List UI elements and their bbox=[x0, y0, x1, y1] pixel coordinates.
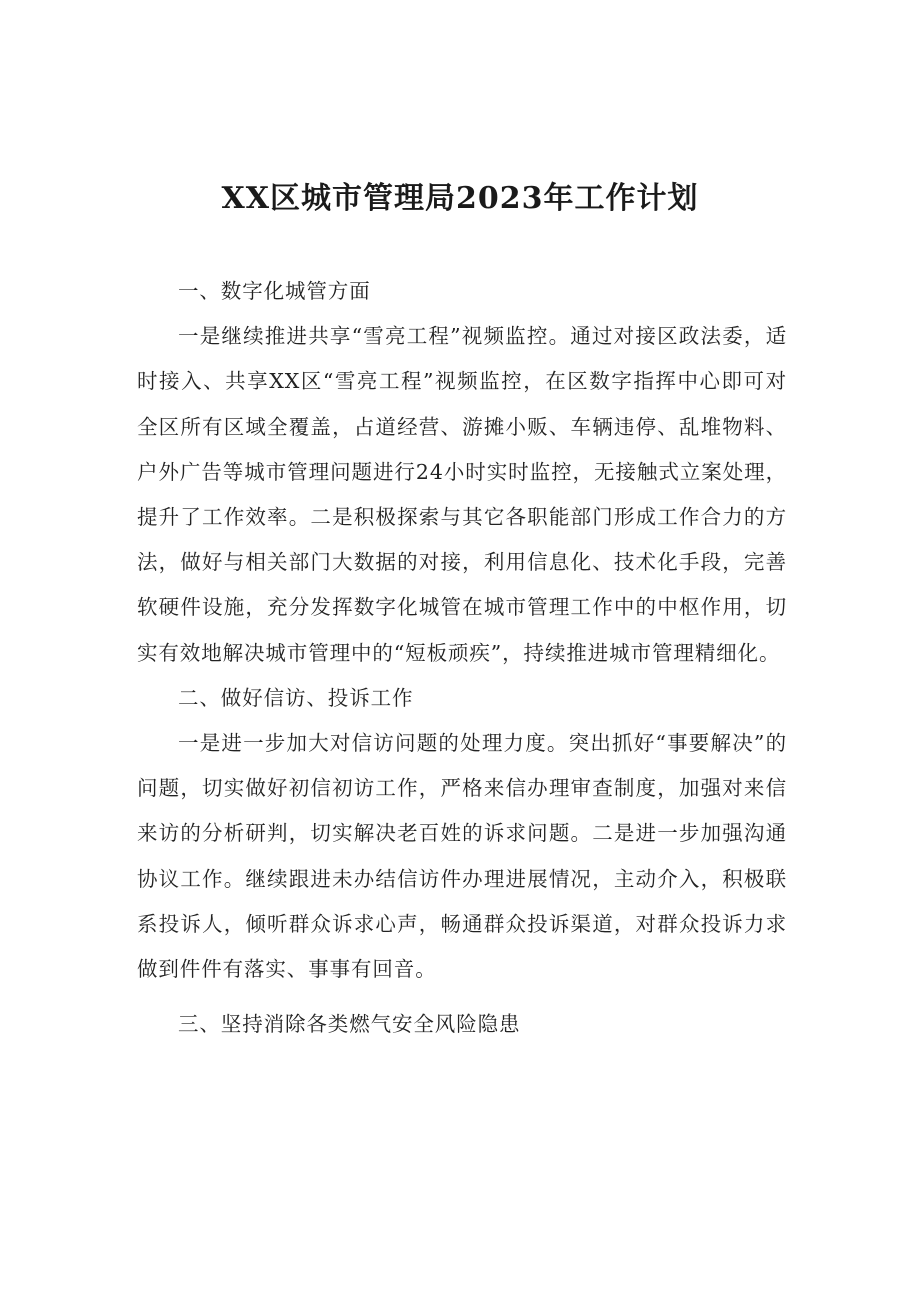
section-paragraph-petitions-complaints: 一是进一步加大对信访问题的处理力度。突出抓好“事要解决”的问题，切实做好初信初访工作，严格来信办理审查制度，加强对来信来访的分析研判，切实解决老百姓的诉求问题。二是进一步加强沟通协议工作。继续跟进未办结信访件办理进展情况，主动介入，积极联系投诉人，倾听群众诉求心声，畅通群众投诉渠道，对群众投诉力求做到件件有落实、事事有回音。 bbox=[137, 731, 787, 982]
document-body bbox=[137, 269, 787, 1047]
section-paragraph-digital-management: 一是继续推进共享“雪亮工程”视频监控。通过对接区政法委，适时接入、共享XX区“雪亮工程”视频监控，在区数字指挥中心即可对全区所有区域全覆盖，占道经营、游摊小贩、车辆违停、乱堆物料、户外广告等城市管理问题进行24小时实时监控，无接触式立案处理，提升了工作效率。二是积极探索与其它各职能部门形成工作合力的方法，做好与相关部门大数据的对接，利用信息化、技术化手段，完善软硬件设施，充分发挥数字化城管在城市管理工作中的中枢作用，切实有效地解决城市管理中的“短板顽疾”，持续推进城市管理精细化。 bbox=[137, 324, 787, 665]
section-heading-petitions-complaints: 二、做好信访、投诉工作 bbox=[178, 685, 414, 710]
section-heading-digital-management: 一、数字化城管方面 bbox=[178, 279, 371, 303]
document-title: XX区城市管理局2023年工作计划 bbox=[221, 181, 699, 216]
section-heading-gas-safety: 三、坚持消除各类燃气安全风险隐患 bbox=[178, 1012, 521, 1037]
